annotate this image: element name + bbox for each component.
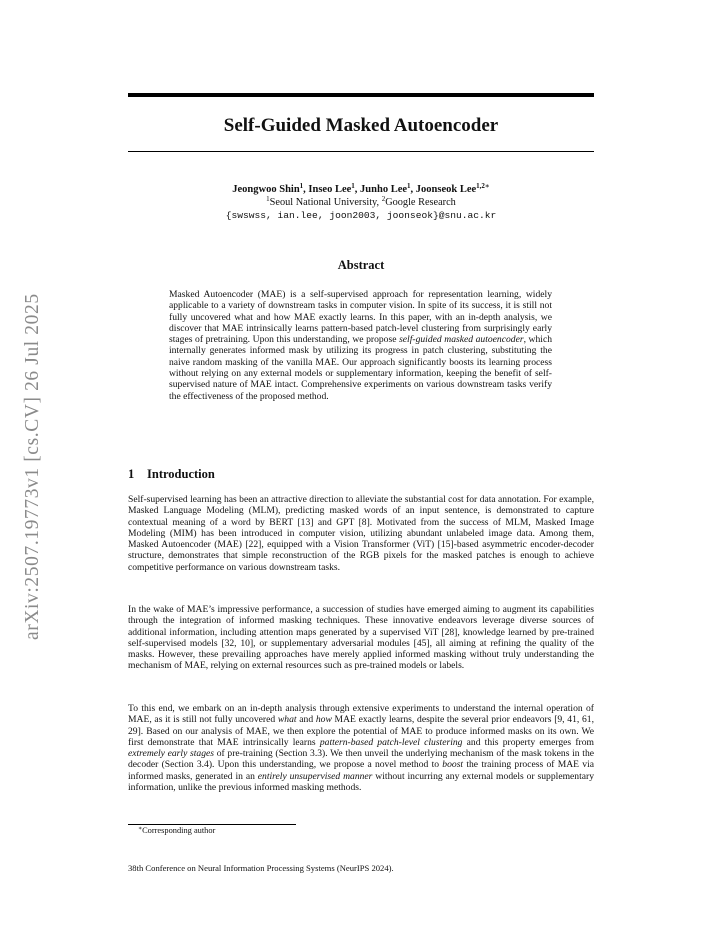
emphasis-text: boost xyxy=(442,759,464,771)
abstract-heading: Abstract xyxy=(337,258,385,272)
intro-paragraph-1: Self-supervised learning has been an attractive direction to alleviate the substantial cost for data annotation. For example, Masked Language Modeling (MLM), predicting masked words of an input sentence, is demonstrated to capture contextual meaning of a word by BERT [13] and GPT [8]. Motivated from the success of MLM, Masked Image Modeling (MIM) has been introduced in computer vision, utilizing abundant unlabeled image data. Among them, Masked Autoencoder (MAE) [22], equipped with a Vision Transformer (ViT) [15]-based asymmetric encoder-decoder structure, demonstrates that simple reconstruction of the RGB pixels for the masked patches is enough to achieve competitive performance on various downstream tasks. xyxy=(128,494,594,573)
section-title: Introduction xyxy=(147,467,215,481)
paragraph-text: To this end, we embark on an in-depth analysis through extensive experiments to understand the internal operation of MAE, as it is still not fully uncovered xyxy=(128,703,594,726)
author-affiliation-mark: 1 xyxy=(299,182,304,190)
paper-title: Self-Guided Masked Autoencoder xyxy=(223,115,499,136)
author-list: Jeongwoo Shin$^1$, Inseo Lee$^1$, Junho Lee$^1$, Joonseok Lee$^{1,2∗}$ xyxy=(232,182,490,195)
abstract-text-part: , which internally generates informed mask by utilizing its progress in patch clustering, substituting the naive random masking of the vanilla MAE. Our approach significantly boosts its learning process without relying on any external models or supplementary information, keeping the benefit of self-supervised nature of MAE intact. Comprehensive experiments on various downstream tasks verify the effectiveness of the proposed method. xyxy=(169,334,553,402)
author-affiliation-mark: 1 xyxy=(407,182,411,190)
emphasis-text: entirely unsupervised manner xyxy=(257,770,373,782)
emphasis-text: what xyxy=(277,714,297,726)
section-heading xyxy=(128,467,215,482)
paragraph-text: without incurring any external models or supplementary information, unlike the previous informed masking methods. xyxy=(128,770,595,794)
venue-line: 38th Conference on Neural Information Processing Systems (NeurIPS 2024). xyxy=(128,863,394,873)
affiliations: $^1$Seoul National University, $^2$Google Research xyxy=(266,195,456,208)
intro-paragraph-3 xyxy=(128,703,594,793)
emphasis-text: how xyxy=(315,714,332,726)
footnote-rule xyxy=(128,824,296,825)
emphasis-text: pattern-based patch-level clustering xyxy=(319,736,463,748)
author-affiliation-mark: 1,2∗ xyxy=(476,182,490,190)
title-top-rule xyxy=(128,93,594,97)
author-name: Inseo Lee xyxy=(308,184,352,195)
footnote-text: Corresponding author xyxy=(142,826,216,835)
author-name: Jeongwoo Shin xyxy=(232,184,300,195)
emphasis-text: extremely early stages xyxy=(128,748,215,760)
affiliation-1: Seoul National University, xyxy=(269,197,382,208)
arxiv-identifier: arXiv:2507.19773v1 [cs.CV] 26 Jul 2025 xyxy=(22,293,43,640)
paragraph-text: MAE exactly learns, despite the several prior endeavors [9, 41, 61, 29]. Based on our analysis of MAE, we then explore the potential of MAE to produce informed masks on its own. We first demonstrate that MAE intrinsically learns xyxy=(128,714,594,748)
title-bottom-rule xyxy=(128,151,594,152)
footnote-mark: ∗ xyxy=(138,826,143,832)
author-name: Junho Lee xyxy=(360,184,408,195)
abstract-method-name: self-guided masked autoencoder xyxy=(399,334,524,346)
intro-paragraph-2: In the wake of MAE’s impressive performance, a succession of studies have emerged aiming to augment its capabilities through the integration of informed masking techniques. These innovative endeavors leverage diverse sources of additional information, including attention maps generated by a supervised ViT [28], knowledge learned by pre-trained self-supervised models [32, 10], or supplementary adversarial modules [45], all aiming at refining the quality of the masks. However, these prevailing approaches have merely applied informed masking without truly understanding the mechanism of MAE, relying on external resources such as pre-trained models or labels. xyxy=(128,604,594,672)
abstract-text xyxy=(169,289,552,402)
paragraph-text: of pre-training (Section 3.3). We then unveil the underlying mechanism of the mask tokens in the decoder (Section 3.4). Upon this understanding, we propose a novel method to xyxy=(128,748,594,771)
paragraph-text: and xyxy=(296,714,316,726)
section-number: 1 xyxy=(128,467,135,481)
paragraph-text: the training process of MAE via informed masks, generated in an xyxy=(128,759,594,782)
abstract-text-part: Masked Autoencoder (MAE) is a self-supervised approach for representation learning, widely applicable to a variety of downstream tasks in computer vision. In spite of its success, it is still not fully uncovered what and how MAE exactly learns. In this paper, with an in-depth analysis, we discover that MAE intrinsically learns pattern-based patch-level clustering from surprisingly early stages of pretraining. Upon this understanding, we propose xyxy=(169,289,552,346)
author-emails: {swswss, ian.lee, joon2003, joonseok}@snu.ac.kr xyxy=(225,210,497,221)
author-name: Joonseok Lee xyxy=(415,184,477,195)
paragraph-text: and this property emerges from xyxy=(462,736,594,748)
author-affiliation-mark: 1 xyxy=(351,182,355,190)
affiliation-2: Google Research xyxy=(385,197,456,208)
footnote xyxy=(138,826,215,836)
